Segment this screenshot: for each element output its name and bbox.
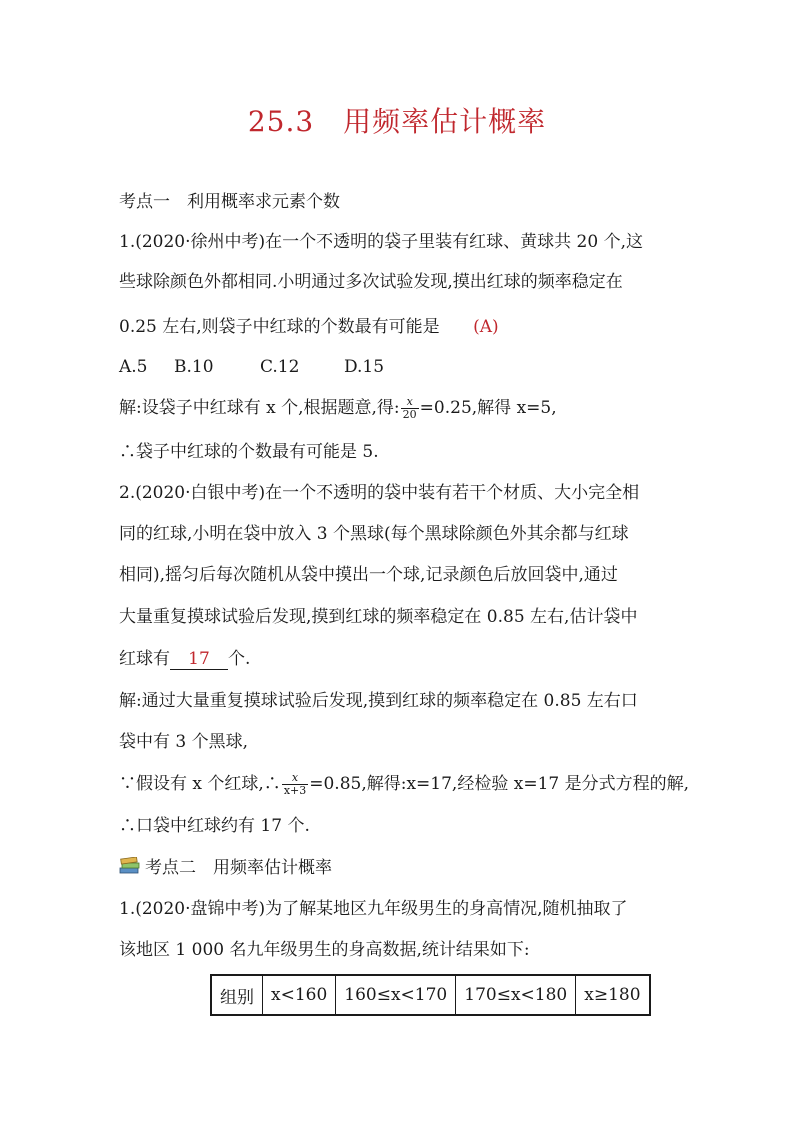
book-stack-icon	[119, 857, 141, 882]
q1-line-3	[119, 315, 499, 339]
fraction-denominator: 20	[402, 408, 417, 421]
section-heading-2: 考点二 用频率估计概率	[145, 858, 332, 878]
fraction-x-over-20	[401, 396, 419, 421]
q1-solution-2: ∴袋子中红球的个数最有可能是 5.	[119, 442, 379, 462]
q1-line-2: 些球除颜色外都相同.小明通过多次试验发现,摸出红球的频率稳定在	[119, 272, 623, 292]
option-a: A.5	[119, 357, 148, 377]
q2-answer-blank: 17	[170, 649, 228, 670]
q2-line-5	[119, 647, 250, 671]
q2-solution-2: 袋中有 3 个黑球,	[119, 732, 249, 752]
q2-blank-suffix: 个.	[228, 649, 251, 669]
table-header-cell: 170≤x<180	[456, 975, 576, 1015]
option-d: D.15	[344, 357, 385, 377]
q2-line-2: 同的红球,小明在袋中放入 3 个黑球(每个黑球除颜色外其余都与红球	[119, 524, 629, 544]
q2-blank-prefix: 红球有	[119, 649, 170, 669]
q1-solution-prefix: 解:设袋子中红球有 x 个,根据题意,得:	[119, 398, 400, 418]
option-b: B.10	[174, 357, 214, 377]
section-heading-1: 考点一 利用概率求元素个数	[119, 192, 340, 212]
q1-answer: (A)	[473, 317, 499, 337]
table-header-cell: 160≤x<170	[336, 975, 456, 1015]
q2-line-4: 大量重复摸球试验后发现,摸到红球的频率稳定在 0.85 左右,估计袋中	[119, 607, 638, 627]
q2-solution-4: ∴口袋中红球约有 17 个.	[119, 816, 310, 836]
q2-solution-1: 解:通过大量重复摸球试验后发现,摸到红球的频率稳定在 0.85 左右口	[119, 691, 638, 711]
table-header-row	[211, 975, 650, 1015]
q1-stem-end: 0.25 左右,则袋子中红球的个数最有可能是	[119, 317, 440, 337]
q2-line-1: 2.(2020·白银中考)在一个不透明的袋中装有若干个材质、大小完全相	[119, 483, 640, 503]
s2-q1-line-2: 该地区 1 000 名九年级男生的身高数据,统计结果如下:	[119, 940, 530, 960]
s2-q1-line-1: 1.(2020·盘锦中考)为了解某地区九年级男生的身高情况,随机抽取了	[119, 899, 628, 919]
q1-options	[119, 355, 384, 379]
fraction-x-over-x-plus-3	[282, 772, 308, 797]
q2-solution-prefix: ∵假设有 x 个红球,∴	[119, 774, 281, 794]
table-header-cell: x<160	[263, 975, 336, 1015]
fraction-numerator: x	[401, 396, 419, 409]
q1-line-1: 1.(2020·徐州中考)在一个不透明的袋子里装有红球、黄球共 20 个,这	[119, 232, 643, 252]
q1-solution-1	[119, 396, 557, 421]
option-c: C.12	[260, 357, 300, 377]
q1-solution-suffix: =0.25,解得 x=5,	[419, 398, 557, 418]
table-header-cell: x≥180	[576, 975, 650, 1015]
q2-line-3: 相同),摇匀后每次随机从袋中摸出一个球,记录颜色后放回袋中,通过	[119, 565, 618, 585]
q2-solution-suffix: =0.85,解得:x=17,经检验 x=17 是分式方程的解,	[309, 774, 690, 794]
height-data-table	[210, 974, 651, 1016]
fraction-denominator: x+3	[283, 784, 307, 797]
table-header-cell: 组别	[211, 975, 263, 1015]
fraction-numerator: x	[282, 772, 308, 785]
section-heading-2-row	[119, 856, 332, 882]
page-title: 25.3 用频率估计概率	[247, 105, 547, 138]
q2-solution-3	[119, 772, 689, 797]
